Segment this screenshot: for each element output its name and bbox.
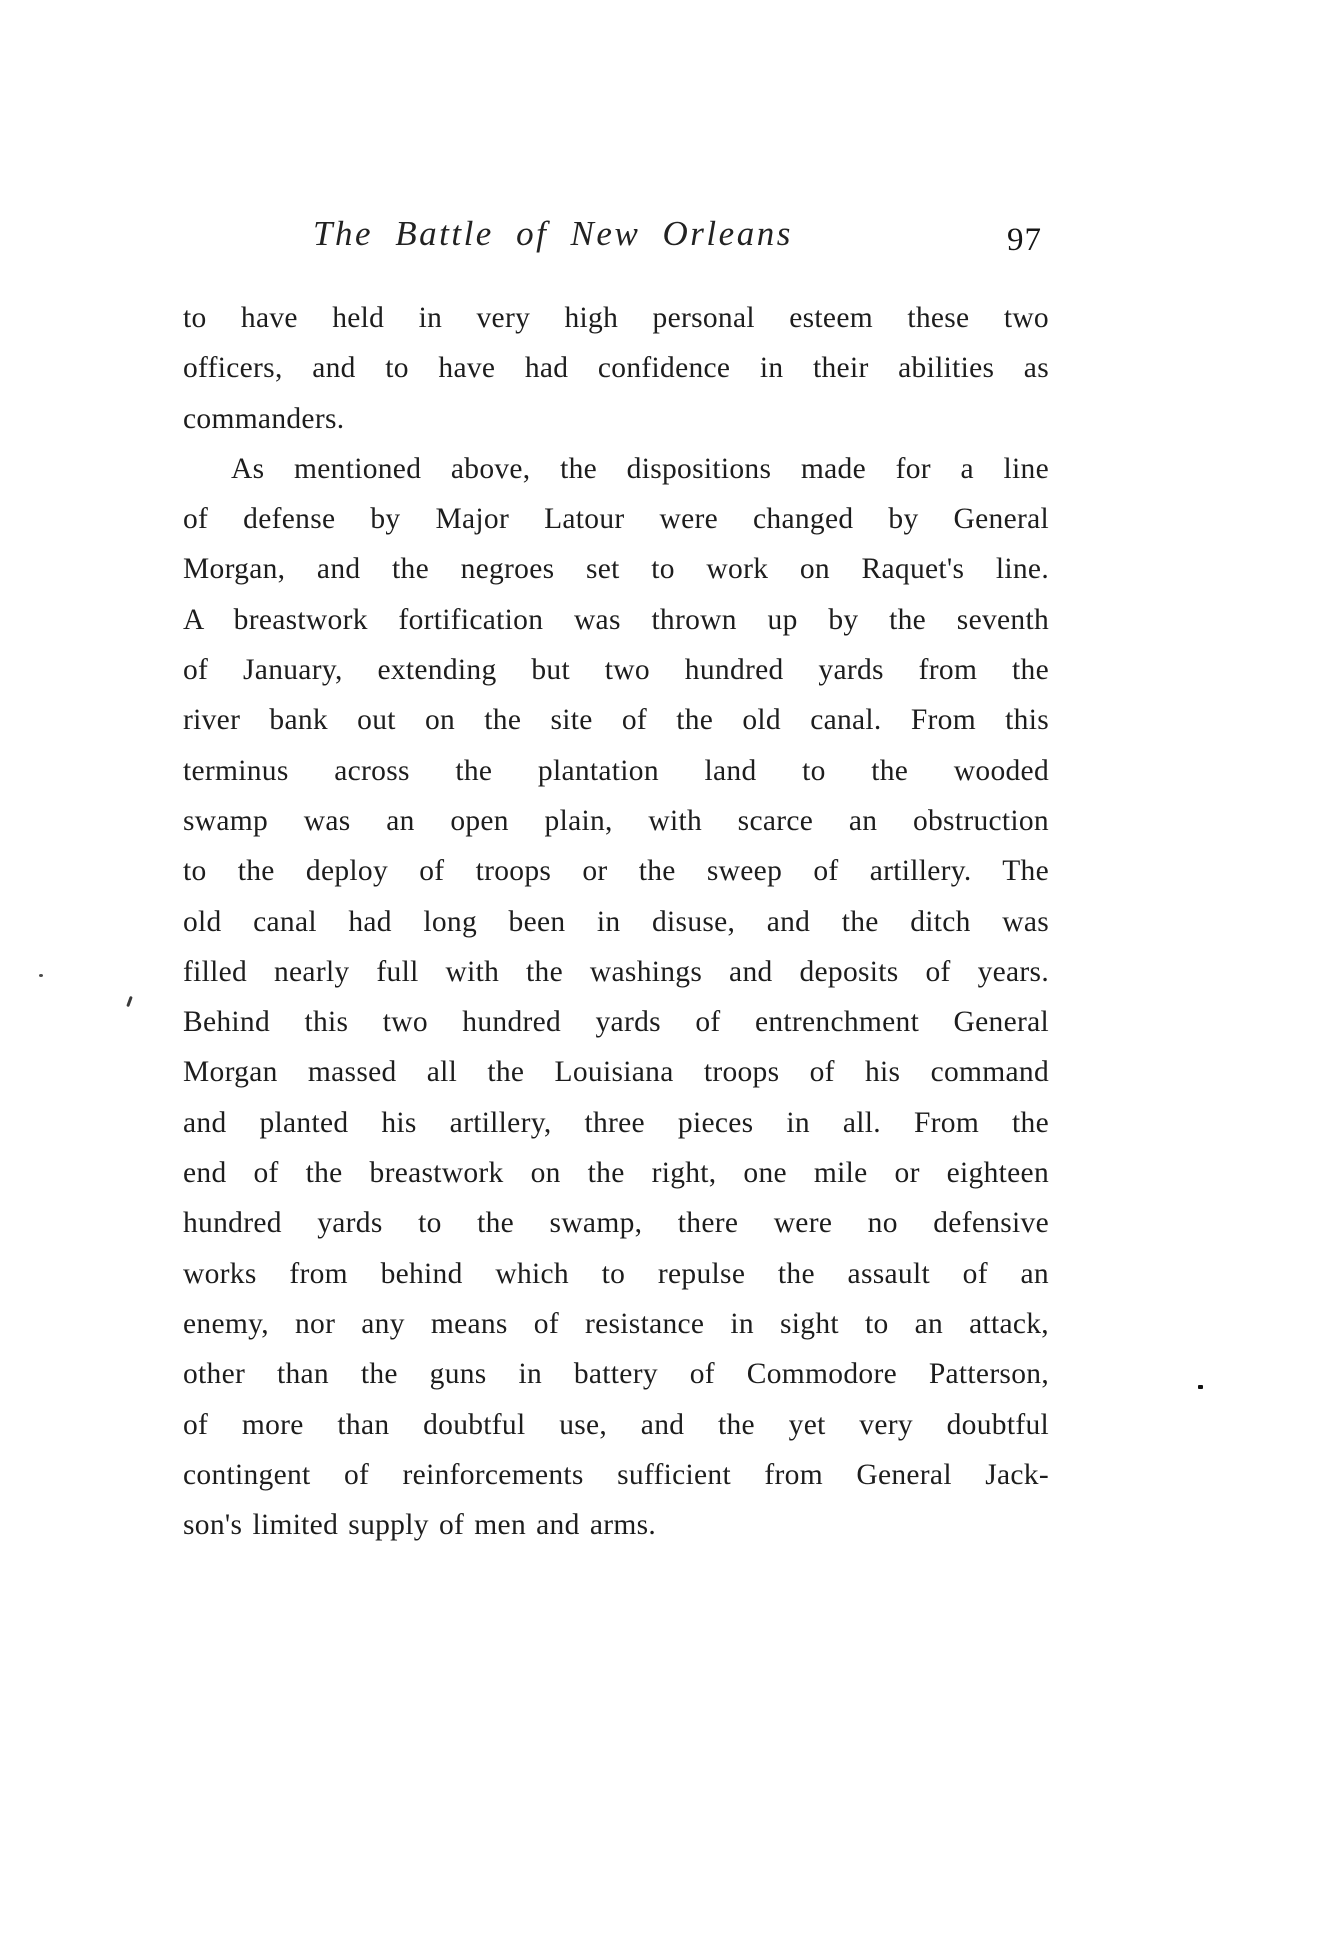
text-line: works from behind which to repulse the assault of an (183, 1257, 1049, 1290)
text-line: old canal had long been in disuse, and the ditch was (183, 905, 1049, 938)
body-text (183, 293, 1049, 1550)
text-line: and planted his artillery, three pieces in all. From the (183, 1106, 1049, 1139)
text-line: of more than doubtful use, and the yet very doubtful (183, 1408, 1049, 1441)
text-line: Morgan, and the negroes set to work on Raquet's line. (183, 553, 1049, 586)
text-line: end of the breastwork on the right, one mile or eighteen (183, 1157, 1049, 1190)
text-line: to have held in very high personal esteem these two (183, 302, 1049, 334)
text-line: Morgan massed all the Louisiana troops of his command (183, 1056, 1049, 1089)
text-line: commanders. (183, 402, 345, 435)
scan-speck (126, 996, 133, 1007)
text-line: of January, extending but two hundred yards from the (183, 654, 1049, 687)
text-line: other than the guns in battery of Commodore Patterson, (183, 1358, 1049, 1391)
text-line: hundred yards to the swamp, there were no defensive (183, 1207, 1049, 1240)
text-line: to the deploy of troops or the sweep of artillery. The (183, 855, 1049, 888)
text-line: filled nearly full with the washings and deposits of years. (183, 955, 1049, 988)
text-line: officers, and to have had confidence in their abilities as (183, 352, 1049, 385)
scan-speck (1198, 1385, 1203, 1389)
text-line: A breastwork fortification was thrown up by the seventh (183, 603, 1049, 636)
running-title: The Battle of New Orleans (313, 214, 793, 253)
text-line: As mentioned above, the dispositions made for a line (231, 452, 1049, 485)
scan-speck (39, 974, 43, 977)
text-line: contingent of reinforcements sufficient from General Jack- (183, 1458, 1049, 1491)
page-number: 97 (1007, 222, 1042, 258)
text-line: Behind this two hundred yards of entrenchment General (183, 1006, 1049, 1039)
text-line: swamp was an open plain, with scarce an obstruction (183, 804, 1049, 837)
text-line: enemy, nor any means of resistance in sight to an attack, (183, 1307, 1049, 1340)
text-line: terminus across the plantation land to the wooded (183, 754, 1049, 787)
text-line: river bank out on the site of the old canal. From this (183, 704, 1049, 737)
text-line: son's limited supply of men and arms. (183, 1509, 657, 1542)
text-line: of defense by Major Latour were changed by General (183, 503, 1049, 536)
